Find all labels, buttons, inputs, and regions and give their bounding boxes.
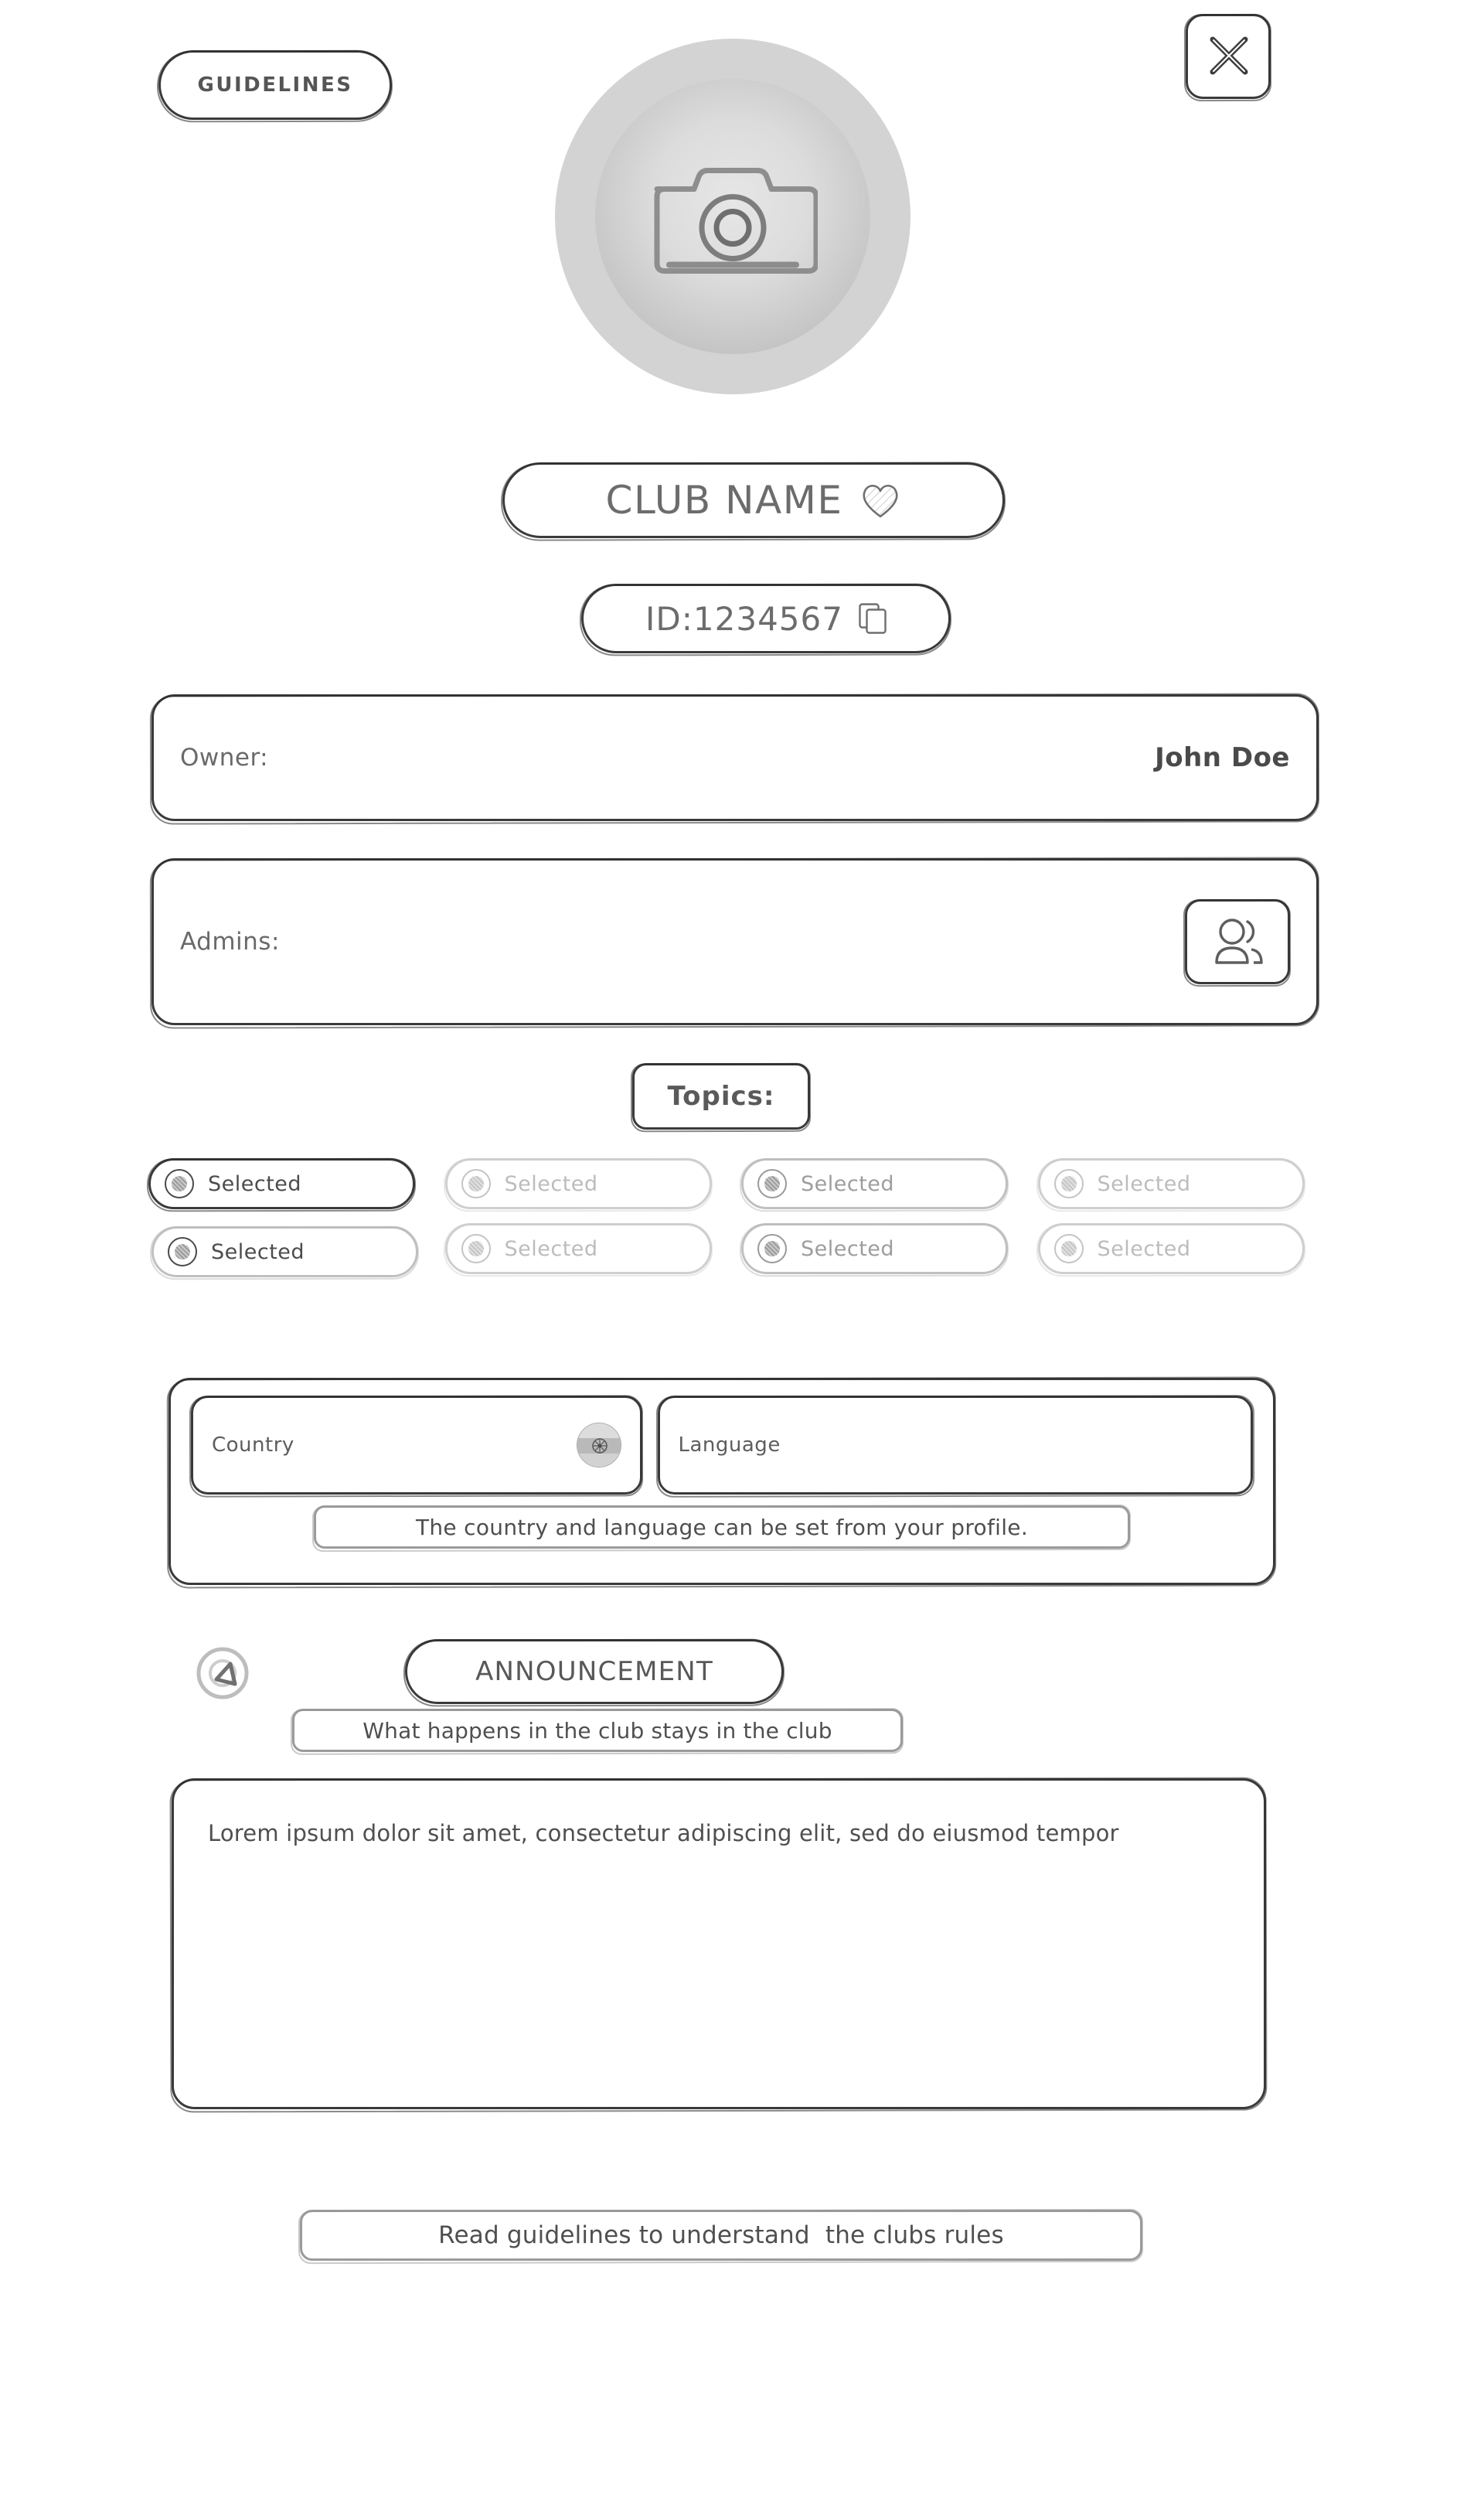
topic-chip-label: Selected xyxy=(504,1236,598,1261)
topic-chip[interactable] xyxy=(1038,1158,1305,1209)
topic-chip[interactable] xyxy=(148,1158,415,1209)
locale-hint xyxy=(314,1505,1130,1549)
owner-label: Owner: xyxy=(180,744,269,772)
announcement-title-label: ANNOUNCEMENT xyxy=(475,1656,713,1687)
admins-manage-button[interactable] xyxy=(1185,899,1290,984)
admins-label: Admins: xyxy=(180,928,280,956)
close-button[interactable] xyxy=(1186,14,1271,99)
heart-icon xyxy=(859,481,901,520)
announcement-send-icon[interactable] xyxy=(195,1645,250,1701)
language-label: Language xyxy=(678,1433,781,1457)
country-label: Country xyxy=(212,1433,294,1457)
camera-icon xyxy=(648,149,818,285)
radio-icon xyxy=(165,1169,194,1198)
announcement-textarea[interactable] xyxy=(172,1778,1266,2109)
people-icon xyxy=(1208,916,1267,967)
locale-hint-text: The country and language can be set from your profile. xyxy=(415,1514,1029,1540)
owner-row[interactable] xyxy=(151,694,1319,821)
topic-chip[interactable] xyxy=(741,1223,1008,1274)
radio-icon xyxy=(168,1237,197,1266)
locale-fields xyxy=(191,1396,1253,1495)
country-field[interactable] xyxy=(191,1396,642,1495)
radio-icon xyxy=(1054,1169,1084,1198)
owner-value: John Doe xyxy=(1155,742,1290,773)
topic-chip-label: Selected xyxy=(211,1239,305,1264)
club-name-field[interactable] xyxy=(502,462,1005,538)
club-id-field[interactable] xyxy=(581,584,951,653)
close-x-icon xyxy=(1203,32,1253,81)
topic-chip[interactable] xyxy=(445,1223,712,1274)
topic-chip[interactable] xyxy=(445,1158,712,1209)
topic-chip[interactable] xyxy=(1038,1223,1305,1274)
radio-icon xyxy=(1054,1234,1084,1263)
guidelines-button-label: GUIDELINES xyxy=(197,73,353,97)
topics-heading xyxy=(632,1063,810,1130)
topics-chip-grid xyxy=(148,1158,1323,1274)
topic-chip-label: Selected xyxy=(1097,1236,1191,1261)
locale-panel xyxy=(168,1378,1275,1585)
announcement-subtitle xyxy=(292,1709,903,1752)
footer-guidelines-note xyxy=(300,2210,1142,2261)
radio-icon xyxy=(461,1234,491,1263)
announcement-subtitle-text: What happens in the club stays in the club xyxy=(362,1717,832,1744)
admins-row[interactable] xyxy=(151,858,1319,1025)
radio-icon xyxy=(461,1169,491,1198)
topics-heading-label: Topics: xyxy=(667,1081,775,1112)
topic-chip-label: Selected xyxy=(1097,1171,1191,1196)
club-name-text: CLUB NAME xyxy=(605,478,843,523)
topic-chip-label: Selected xyxy=(801,1236,895,1261)
copy-icon[interactable] xyxy=(859,603,887,634)
topic-chip-label: Selected xyxy=(801,1171,895,1196)
topic-chip-label: Selected xyxy=(504,1171,598,1196)
language-field[interactable] xyxy=(658,1396,1254,1495)
topic-chip[interactable] xyxy=(741,1158,1008,1209)
club-id-text: ID:1234567 xyxy=(645,599,843,638)
topic-chip-label: Selected xyxy=(208,1171,302,1196)
flag-badge-icon xyxy=(577,1423,621,1467)
topic-chip[interactable] xyxy=(151,1226,418,1277)
radio-icon xyxy=(757,1234,787,1263)
announcement-body-text: Lorem ipsum dolor sit amet, consectetur adipiscing elit, sed do eiusmod tempor xyxy=(208,1820,1119,1846)
footer-guidelines-note-text: Read guidelines to understand the clubs rules xyxy=(438,2221,1004,2249)
club-avatar[interactable] xyxy=(555,39,910,394)
radio-icon xyxy=(757,1169,787,1198)
announcement-title xyxy=(405,1639,784,1704)
guidelines-button[interactable] xyxy=(158,50,392,120)
